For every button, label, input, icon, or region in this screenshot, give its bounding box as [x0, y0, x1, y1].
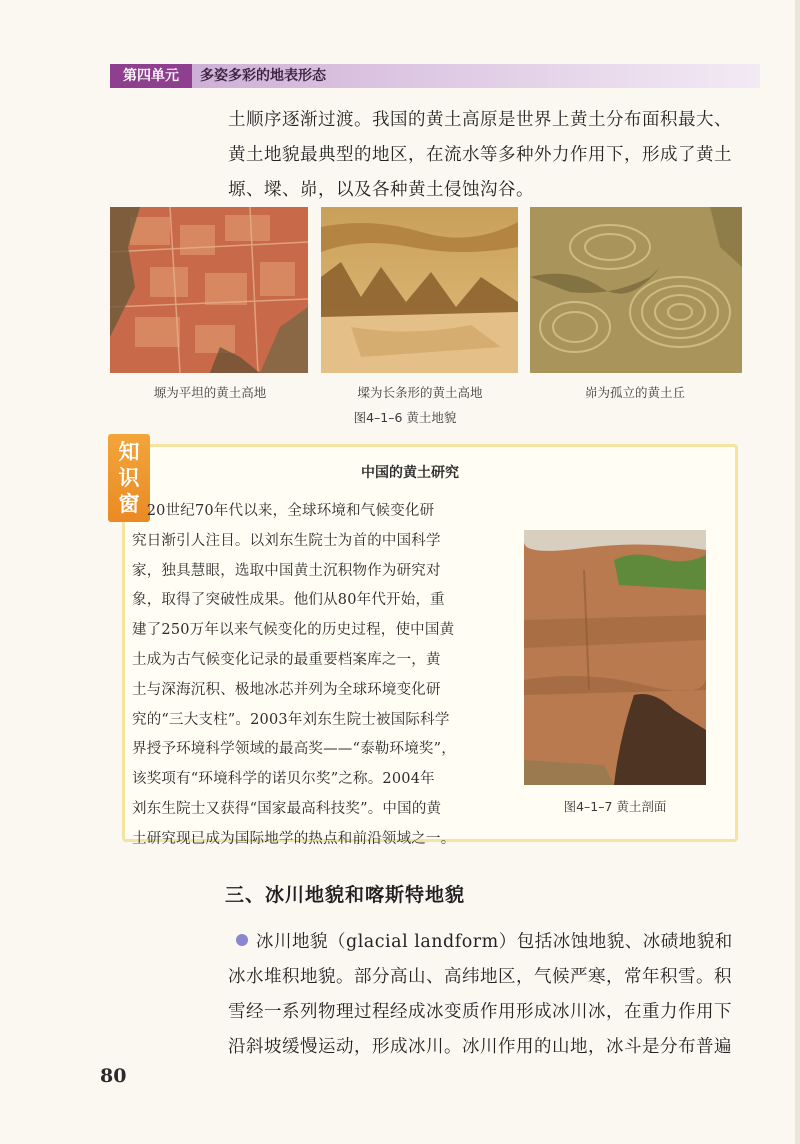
- photo-caption-yuan: 塬为平坦的黄土高地: [153, 385, 267, 400]
- section-title: 三、冰川地貌和喀斯特地貌: [225, 884, 466, 906]
- photo-caption-liang: 墚为长条形的黄土高地: [357, 385, 483, 400]
- knowledge-line: 家，独具慧眼，选取中国黄土沉积物作为研究对: [132, 562, 441, 579]
- knowledge-line: 究日渐引人注目。以刘东生院士为首的中国科学: [132, 532, 441, 549]
- intro-line: 黄土地貌最典型的地区，在流水等多种外力作用下，形成了黄土: [228, 145, 732, 165]
- knowledge-photo-caption: 图4–1–7 黄土剖面: [563, 799, 667, 814]
- tag-char: 识: [118, 466, 140, 490]
- photo-mao: [530, 207, 742, 373]
- photo-liang: [321, 207, 518, 373]
- knowledge-title: 中国的黄土研究: [361, 465, 459, 481]
- intro-paragraph: [228, 103, 748, 208]
- body-line: 冰水堆积地貌。部分高山、高纬地区，气候严寒，常年积雪。积: [228, 967, 732, 987]
- knowledge-paragraph: [132, 497, 517, 855]
- photo-yuan: [110, 207, 308, 373]
- knowledge-line: 该奖项有“环境科学的诺贝尔奖”之称。2004年: [132, 771, 435, 788]
- chapter-header: [110, 64, 760, 88]
- knowledge-line: 究的“三大支柱”。2003年刘东生院士被国际科学: [132, 711, 450, 728]
- knowledge-line: 象，取得了突破性成果。他们从80年代开始，重: [132, 592, 445, 609]
- intro-line: 塬、墚、峁，以及各种黄土侵蚀沟谷。: [228, 180, 534, 200]
- knowledge-line: 20世纪70年代以来，全球环境和气候变化研: [132, 503, 435, 519]
- body-paragraph: [228, 925, 748, 1065]
- knowledge-line: 刘东生院士又获得“国家最高科技奖”。中国的黄: [132, 800, 442, 817]
- body-line: 雪经一系列物理过程经成冰变质作用形成冰川冰，在重力作用下: [228, 1002, 732, 1022]
- knowledge-line: 土与深海沉积、极地冰芯并列为全球环境变化研: [132, 681, 441, 698]
- body-line: 沿斜坡缓慢运动，形成冰川。冰川作用的山地，冰斗是分布普遍: [228, 1037, 732, 1057]
- body-line-text: 冰川地貌（glacial landform）包括冰蚀地貌、冰碛地貌和: [256, 932, 733, 952]
- photo-caption-mao: 峁为孤立的黄土丘: [584, 385, 685, 400]
- intro-line: 土顺序逐渐过渡。我国的黄土高原是世界上黄土分布面积最大、: [228, 110, 732, 130]
- page-number: 80: [100, 1065, 127, 1087]
- photo-loess-profile: [524, 530, 706, 785]
- unit-title: 多姿多彩的地表形态: [200, 68, 326, 84]
- tag-char: 知: [118, 440, 140, 464]
- body-line: [228, 925, 748, 960]
- knowledge-line: 建了250万年以来气候变化的历史过程，使中国黄: [132, 622, 455, 639]
- unit-label: 第四单元: [110, 64, 192, 88]
- tag-char: 窗: [118, 492, 140, 516]
- knowledge-line: 土研究现已成为国际地学的热点和前沿领域之一。: [132, 830, 456, 847]
- knowledge-line: 土成为古气候变化记录的最重要档案库之一，黄: [132, 651, 441, 668]
- bullet-icon: [236, 934, 248, 946]
- knowledge-line: 界授予环境科学领域的最高奖——“泰勒环境奖”，: [132, 741, 456, 758]
- figure-caption: 图4–1–6 黄土地貌: [353, 410, 457, 425]
- page-edge: [795, 0, 800, 1144]
